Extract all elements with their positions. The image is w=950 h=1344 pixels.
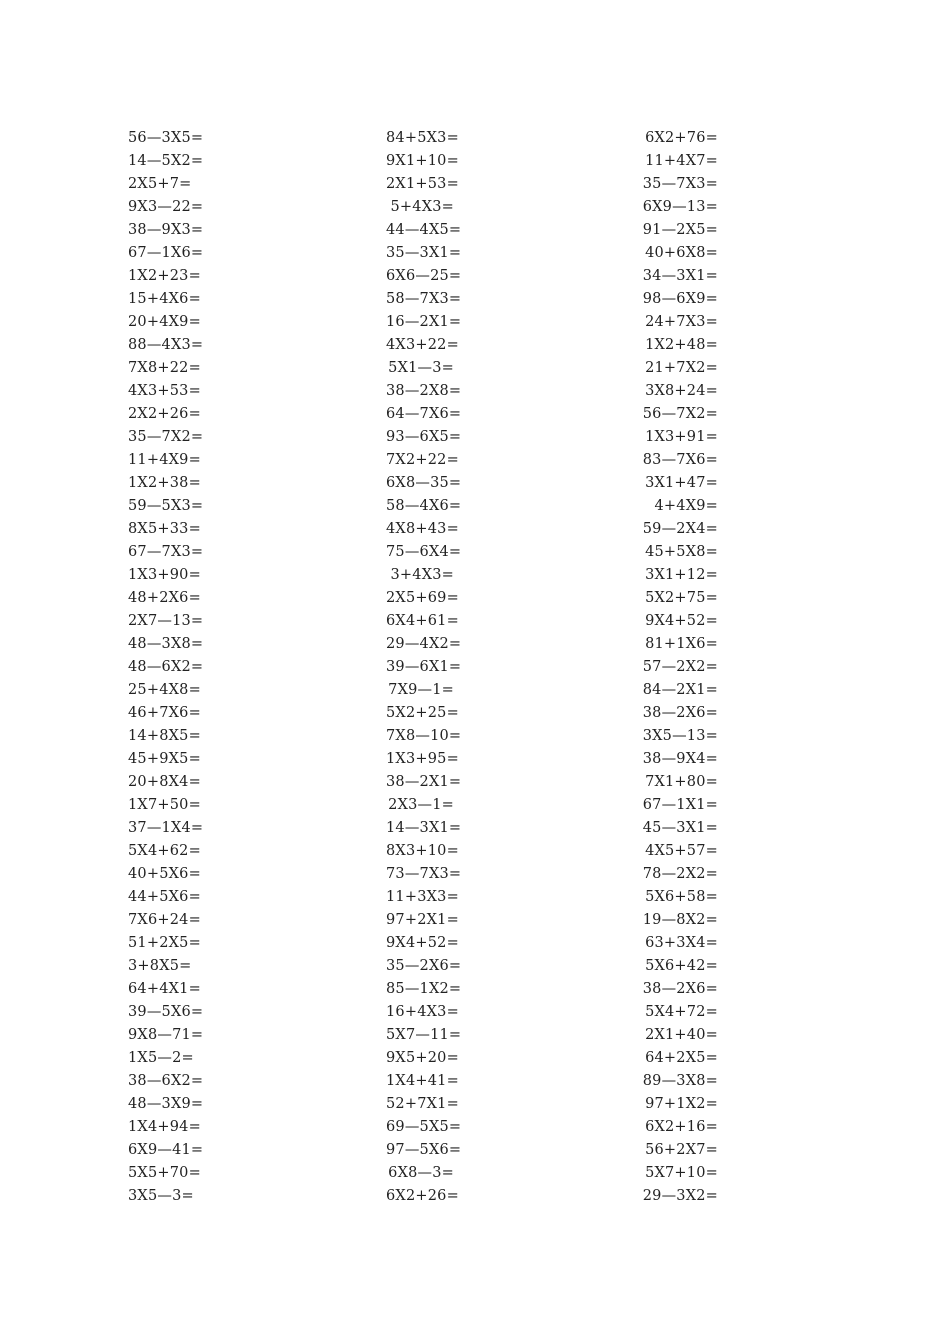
math-problem: 93—6X5= [386, 429, 462, 445]
math-problem: 8X5+33= [128, 521, 201, 537]
math-problem: 37—1X4= [128, 820, 204, 836]
math-problem: 6X9—41= [128, 1142, 204, 1158]
math-problem: 38—2X6= [642, 705, 718, 721]
math-problem: 3X5—13= [642, 728, 718, 744]
math-problem: 1X4+94= [128, 1119, 201, 1135]
math-problem: 4X5+57= [645, 843, 718, 859]
math-problem: 38—9X3= [128, 222, 204, 238]
math-problem: 45—3X1= [642, 820, 718, 836]
math-problem: 57—2X2= [642, 659, 718, 675]
math-problem: 21+7X2= [645, 360, 718, 376]
math-problem: 46+7X6= [128, 705, 201, 721]
math-problem: 6X8—3= [388, 1165, 454, 1181]
math-problem: 38—9X4= [642, 751, 718, 767]
math-problem: 1X4+41= [386, 1073, 459, 1089]
math-problem: 1X3+91= [645, 429, 718, 445]
math-problem: 5X6+58= [645, 889, 718, 905]
problem-column-2 [386, 129, 556, 1210]
math-problem: 25+4X8= [128, 682, 201, 698]
math-problem: 6X9—13= [642, 199, 718, 215]
math-problem: 52+7X1= [386, 1096, 459, 1112]
problem-column-1 [128, 129, 298, 1210]
math-problem: 1X2+38= [128, 475, 201, 491]
math-problem: 16+4X3= [386, 1004, 459, 1020]
math-problem: 97+2X1= [386, 912, 459, 928]
math-problem: 56+2X7= [645, 1142, 718, 1158]
math-problem: 35—3X1= [386, 245, 462, 261]
math-problem: 34—3X1= [642, 268, 718, 284]
math-problem: 7X8+22= [128, 360, 201, 376]
math-problem: 64—7X6= [386, 406, 462, 422]
math-problem: 7X1+80= [645, 774, 718, 790]
math-problem: 35—2X6= [386, 958, 462, 974]
math-problem: 2X7—13= [128, 613, 204, 629]
math-problem: 19—8X2= [642, 912, 718, 928]
math-problem: 51+2X5= [128, 935, 201, 951]
math-problem: 44+5X6= [128, 889, 201, 905]
math-problem: 64+4X1= [128, 981, 201, 997]
math-problem: 35—7X3= [642, 176, 718, 192]
math-problem: 6X8—35= [386, 475, 462, 491]
math-problem: 83—7X6= [642, 452, 718, 468]
math-problem: 5+4X3= [390, 199, 454, 215]
math-problem: 6X2+26= [386, 1188, 459, 1204]
math-problem: 9X8—71= [128, 1027, 204, 1043]
math-problem: 29—3X2= [642, 1188, 718, 1204]
math-problem: 6X6—25= [386, 268, 462, 284]
math-problem: 56—7X2= [642, 406, 718, 422]
math-problem: 67—7X3= [128, 544, 204, 560]
math-problem: 16—2X1= [386, 314, 462, 330]
math-problem: 88—4X3= [128, 337, 204, 353]
math-problem: 6X2+76= [645, 130, 718, 146]
math-problem: 11+4X7= [645, 153, 718, 169]
math-problem: 4X8+43= [386, 521, 459, 537]
math-problem: 7X9—1= [388, 682, 454, 698]
math-problem: 4X3+53= [128, 383, 201, 399]
math-problem: 14—5X2= [128, 153, 204, 169]
math-problem: 7X6+24= [128, 912, 201, 928]
math-problem: 59—5X3= [128, 498, 204, 514]
math-problem: 5X4+72= [645, 1004, 718, 1020]
math-problem: 84—2X1= [642, 682, 718, 698]
math-problem: 98—6X9= [642, 291, 718, 307]
math-problem: 3X1+12= [645, 567, 718, 583]
math-problem: 44—4X5= [386, 222, 462, 238]
math-problem: 67—1X1= [642, 797, 718, 813]
math-problem: 78—2X2= [642, 866, 718, 882]
math-problem: 59—2X4= [642, 521, 718, 537]
math-problem: 5X7+10= [645, 1165, 718, 1181]
math-problem: 56—3X5= [128, 130, 204, 146]
math-problem: 11+3X3= [386, 889, 459, 905]
math-problem: 48—6X2= [128, 659, 204, 675]
math-problem: 3+4X3= [390, 567, 454, 583]
math-problem: 48—3X9= [128, 1096, 204, 1112]
math-problem: 67—1X6= [128, 245, 204, 261]
math-problem: 5X2+25= [386, 705, 459, 721]
math-problem: 40+5X6= [128, 866, 201, 882]
math-problem: 20+4X9= [128, 314, 201, 330]
math-problem: 9X1+10= [386, 153, 459, 169]
math-problem: 75—6X4= [386, 544, 462, 560]
math-problem: 45+9X5= [128, 751, 201, 767]
math-problem: 38—6X2= [128, 1073, 204, 1089]
math-problem: 58—7X3= [386, 291, 462, 307]
problem-column-3 [640, 129, 810, 1210]
math-problem: 3X5—3= [128, 1188, 194, 1204]
math-problem: 73—7X3= [386, 866, 462, 882]
math-problem: 58—4X6= [386, 498, 462, 514]
math-problem: 97—5X6= [386, 1142, 462, 1158]
math-problem: 5X1—3= [388, 360, 454, 376]
math-problem: 7X2+22= [386, 452, 459, 468]
math-problem: 64+2X5= [645, 1050, 718, 1066]
math-problem: 3X1+47= [645, 475, 718, 491]
math-problem: 8X3+10= [386, 843, 459, 859]
math-problem: 40+6X8= [645, 245, 718, 261]
math-problem: 35—7X2= [128, 429, 204, 445]
math-problem: 2X1+40= [645, 1027, 718, 1043]
math-problem: 2X1+53= [386, 176, 459, 192]
math-problem: 14—3X1= [386, 820, 462, 836]
math-problem: 38—2X6= [642, 981, 718, 997]
math-problem: 48—3X8= [128, 636, 204, 652]
math-problem: 2X2+26= [128, 406, 201, 422]
math-problem: 38—2X8= [386, 383, 462, 399]
math-problem: 20+8X4= [128, 774, 201, 790]
math-problem: 91—2X5= [642, 222, 718, 238]
math-problem: 48+2X6= [128, 590, 201, 606]
math-problem: 5X6+42= [645, 958, 718, 974]
math-problem: 7X8—10= [386, 728, 462, 744]
math-problem: 1X2+48= [645, 337, 718, 353]
math-problem: 9X3—22= [128, 199, 204, 215]
math-problem: 39—5X6= [128, 1004, 204, 1020]
math-problem: 24+7X3= [645, 314, 718, 330]
math-problem: 9X5+20= [386, 1050, 459, 1066]
math-problem: 63+3X4= [645, 935, 718, 951]
math-problem: 9X4+52= [386, 935, 459, 951]
math-problem: 4+4X9= [654, 498, 718, 514]
math-problem: 11+4X9= [128, 452, 201, 468]
math-problem: 3+8X5= [128, 958, 192, 974]
math-problem: 9X4+52= [645, 613, 718, 629]
math-problem: 1X3+90= [128, 567, 201, 583]
math-problem: 4X3+22= [386, 337, 459, 353]
math-problem: 3X8+24= [645, 383, 718, 399]
math-problem: 81+1X6= [645, 636, 718, 652]
math-problem: 45+5X8= [645, 544, 718, 560]
math-problem: 29—4X2= [386, 636, 462, 652]
math-problem: 39—6X1= [386, 659, 462, 675]
math-problem: 2X5+7= [128, 176, 192, 192]
math-problem: 14+8X5= [128, 728, 201, 744]
math-problem: 84+5X3= [386, 130, 459, 146]
math-problem: 38—2X1= [386, 774, 462, 790]
math-problem: 15+4X6= [128, 291, 201, 307]
math-problem: 1X5—2= [128, 1050, 194, 1066]
math-problem: 1X7+50= [128, 797, 201, 813]
math-problem: 85—1X2= [386, 981, 462, 997]
math-problem: 2X3—1= [388, 797, 454, 813]
math-problem: 6X4+61= [386, 613, 459, 629]
math-problem: 5X7—11= [386, 1027, 462, 1043]
math-problem: 1X3+95= [386, 751, 459, 767]
math-problem: 5X4+62= [128, 843, 201, 859]
math-problem: 89—3X8= [642, 1073, 718, 1089]
math-problem: 2X5+69= [386, 590, 459, 606]
math-problem: 97+1X2= [645, 1096, 718, 1112]
math-problem: 69—5X5= [386, 1119, 462, 1135]
math-problem: 5X2+75= [645, 590, 718, 606]
math-problem: 5X5+70= [128, 1165, 201, 1181]
math-problem: 6X2+16= [645, 1119, 718, 1135]
math-problem: 1X2+23= [128, 268, 201, 284]
